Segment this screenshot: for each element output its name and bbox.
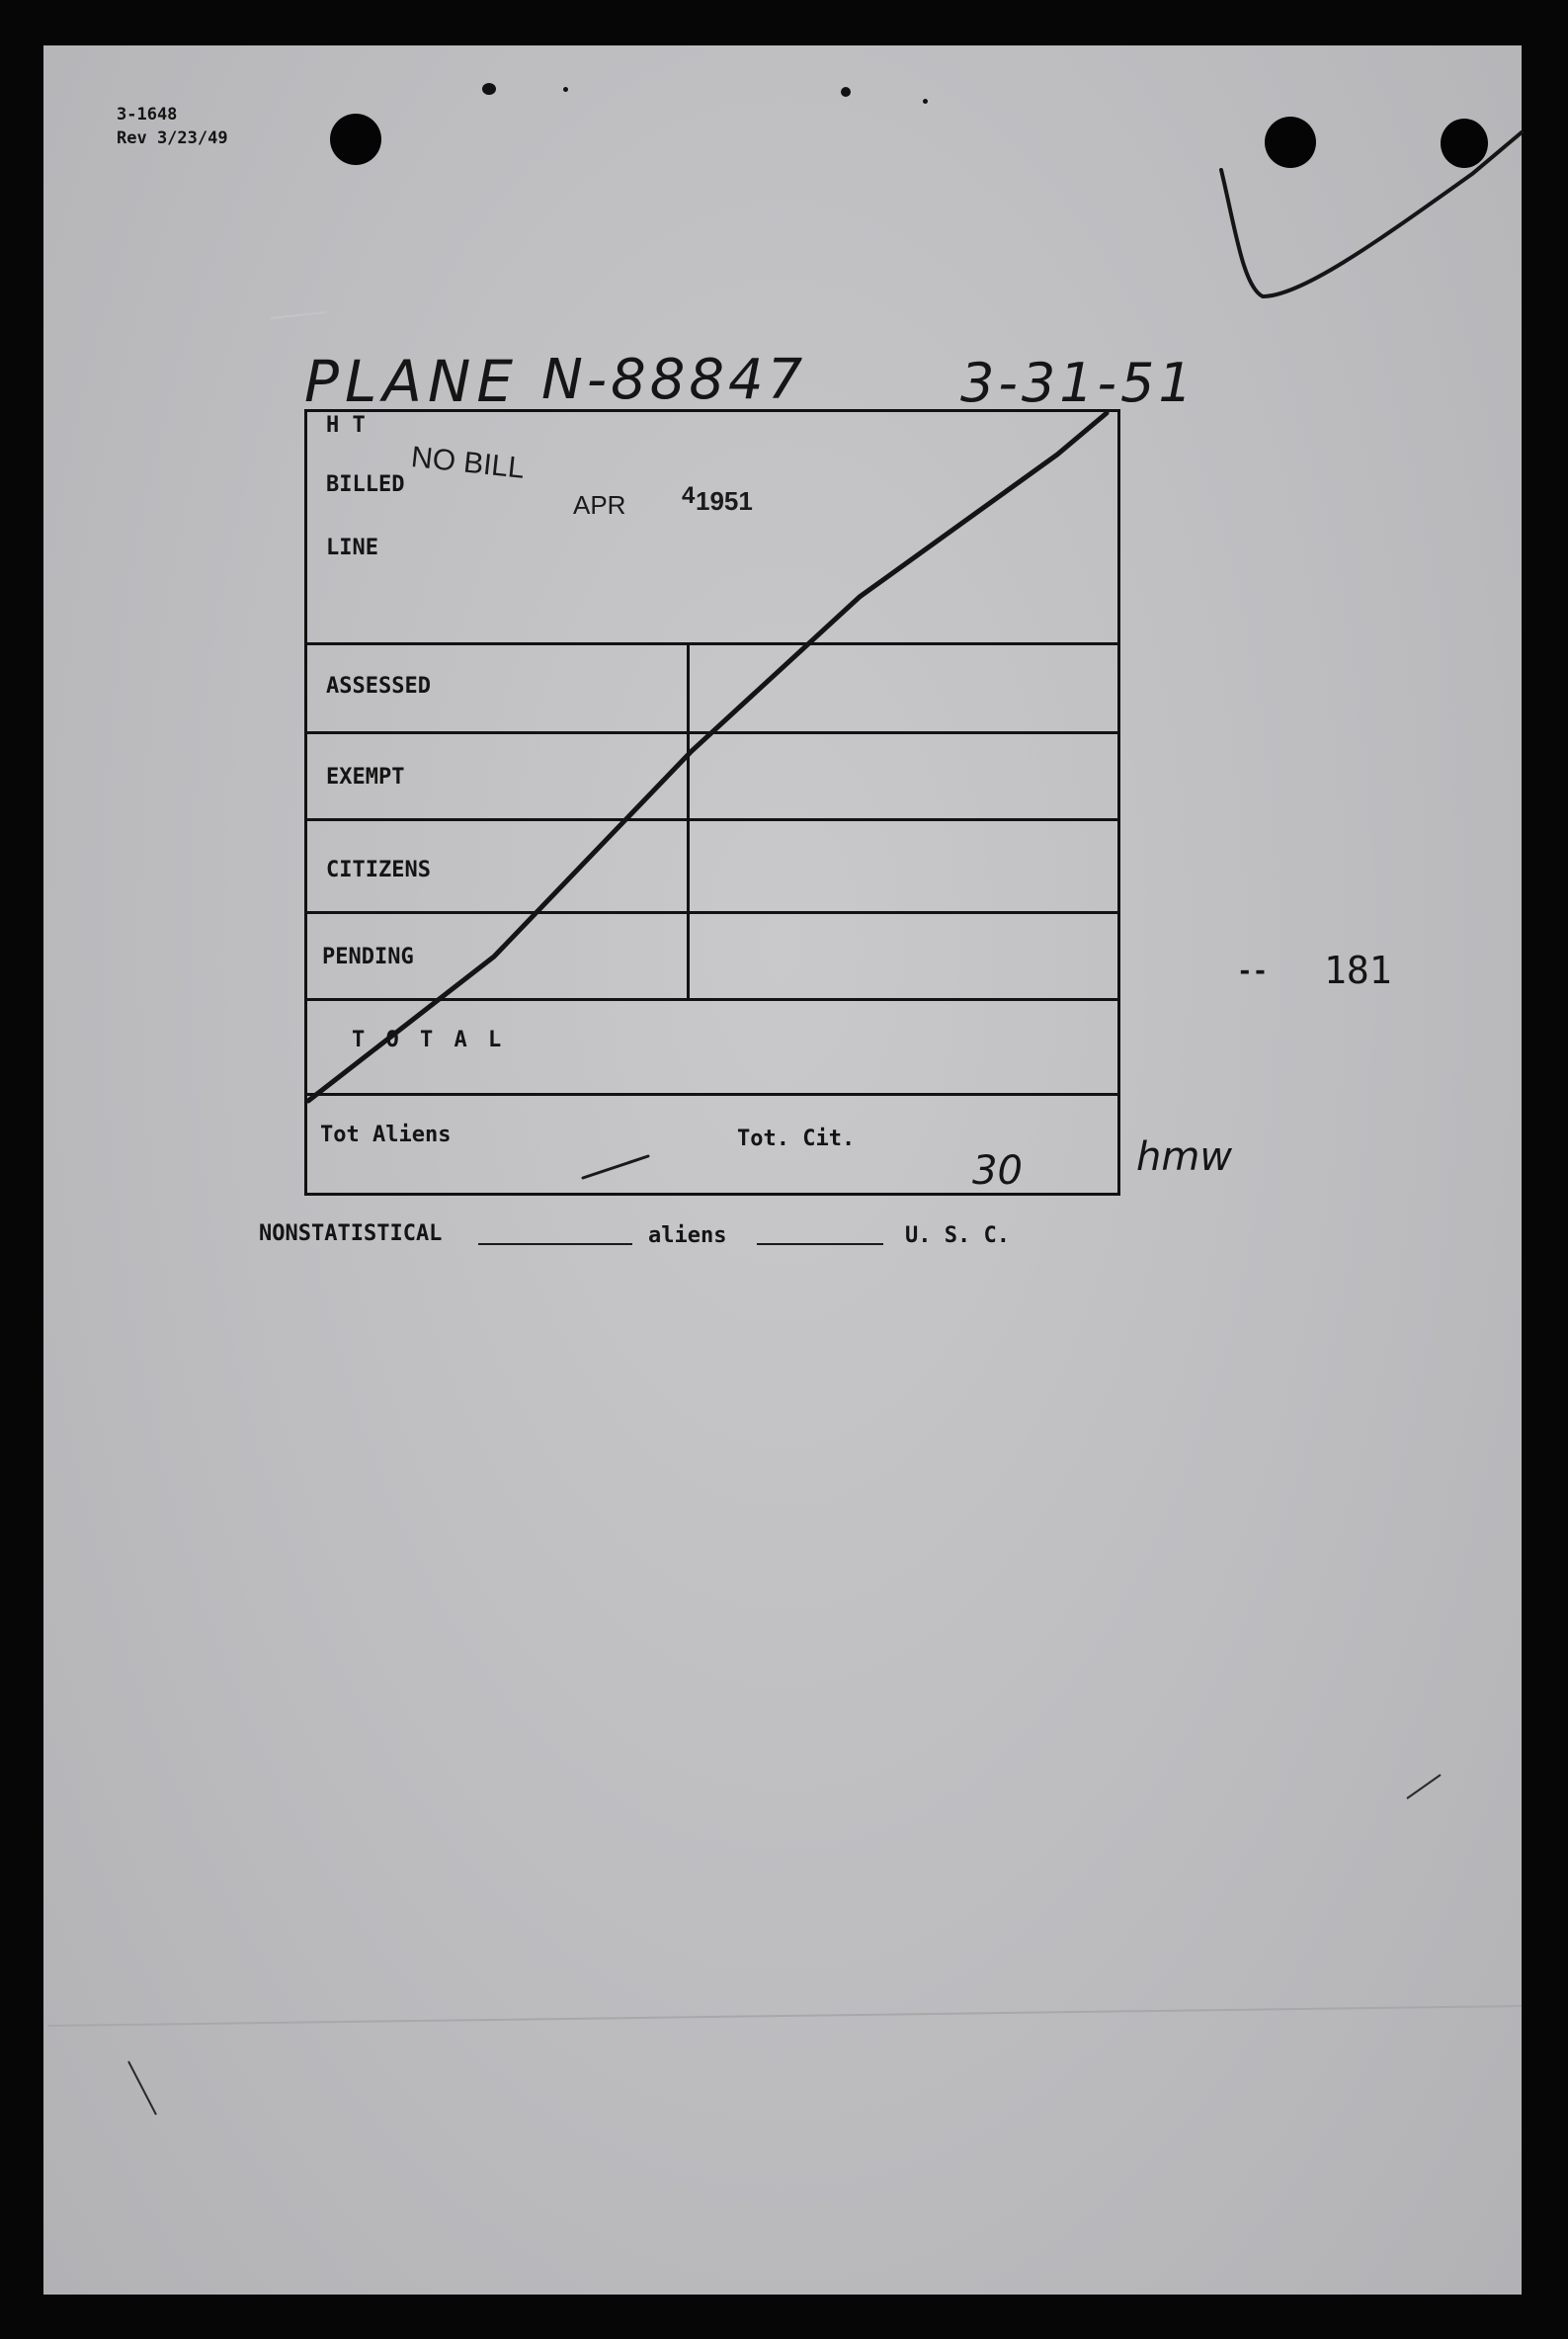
- margin-number: 181: [1324, 949, 1392, 992]
- flight-date: 3-31-51: [960, 352, 1197, 414]
- tot-cit-label: Tot. Cit.: [737, 1127, 856, 1151]
- stamp-day: 4: [682, 482, 696, 509]
- plane-label: PLANE: [304, 348, 519, 415]
- aliens-label: aliens: [648, 1223, 727, 1248]
- check-mark-stroke: [1221, 132, 1522, 296]
- plane-underline-mark: [271, 312, 326, 318]
- stray-mark: [128, 2061, 156, 2115]
- usc-label: U. S. C.: [905, 1223, 1010, 1248]
- scan-crease: [47, 2006, 1522, 2026]
- billed-label: BILLED: [326, 472, 405, 497]
- ht-label: H T: [326, 413, 366, 438]
- tot-cit-value: 30: [972, 1148, 1023, 1194]
- stray-mark: [1407, 1775, 1441, 1798]
- initials: hmw: [1136, 1134, 1233, 1180]
- citizens-label: CITIZENS: [326, 858, 431, 882]
- nonstatistical-label: NONSTATISTICAL: [259, 1221, 443, 1246]
- exempt-label: EXEMPT: [326, 765, 405, 790]
- tot-aliens-label: Tot Aliens: [320, 1123, 452, 1147]
- line-label: LINE: [326, 536, 378, 560]
- plane-number: N-88847: [541, 348, 807, 412]
- form-revision: Rev 3/23/49: [117, 128, 228, 148]
- no-bill-stamp: NO BILL: [409, 441, 527, 485]
- stamp-month: APR: [573, 490, 626, 520]
- assessed-label: ASSESSED: [326, 674, 431, 699]
- form-number: 3-1648: [117, 105, 178, 125]
- tot-aliens-dash-stroke: [583, 1156, 648, 1178]
- pending-label: PENDING: [322, 945, 414, 969]
- total-label: T O T A L: [352, 1028, 506, 1052]
- margin-dash: --: [1237, 957, 1269, 986]
- diagonal-cancel-stroke: [308, 413, 1107, 1101]
- stamp-year: 1951: [696, 486, 753, 516]
